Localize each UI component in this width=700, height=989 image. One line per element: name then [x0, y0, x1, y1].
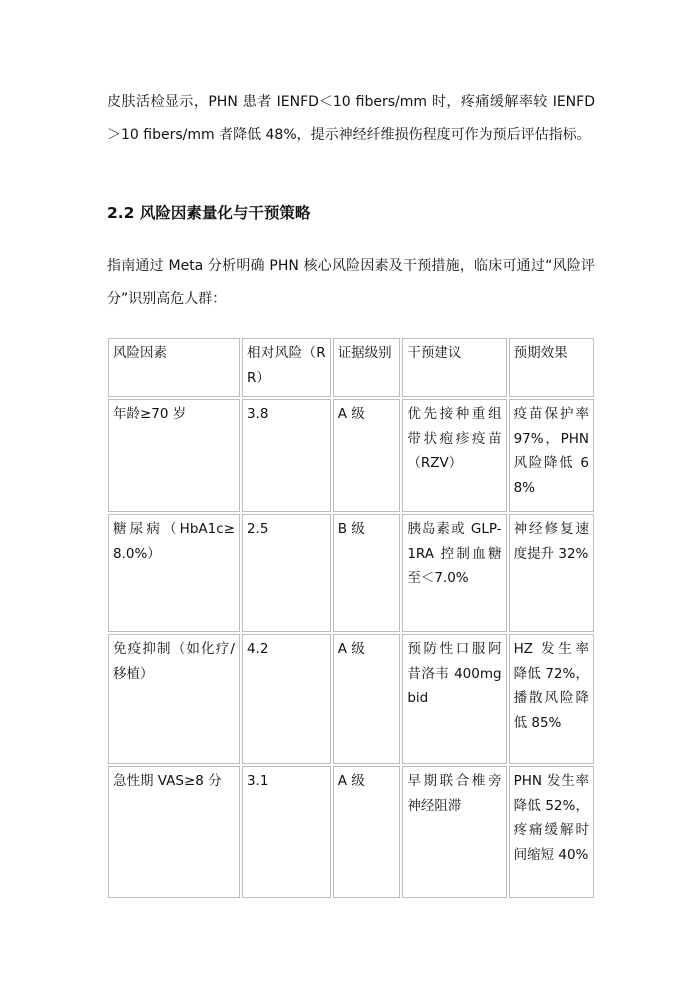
table-cell: PHN 发生率降低 52%，疼痛缓解时间缩短 40% — [509, 766, 594, 898]
section-heading: 2.2 风险因素量化与干预策略 — [107, 204, 311, 222]
table-cell: 3.8 — [242, 399, 331, 512]
table-row — [108, 514, 594, 632]
table-cell: 疫苗保护率 97%，PHN 风险降低 68% — [509, 399, 594, 512]
table-row — [108, 766, 594, 898]
risk-factor-table — [106, 336, 596, 900]
table-cell: 胰岛素或 GLP-1RA 控制血糖至＜7.0% — [402, 514, 506, 632]
table-cell: 3.1 — [242, 766, 331, 898]
table-row — [108, 399, 594, 512]
table-row — [108, 634, 594, 764]
table-cell: A 级 — [333, 634, 401, 764]
table-cell: 早期联合椎旁神经阻滞 — [402, 766, 506, 898]
table-cell: A 级 — [333, 766, 401, 898]
table-cell: A 级 — [333, 399, 401, 512]
paragraph-skin-biopsy: 皮肤活检显示，PHN 患者 IENFD＜10 fibers/mm 时，疼痛缓解率较 IENFD＞10 fibers/mm 者降低 48%，提示神经纤维损伤程度可作为预后评估指标。 — [107, 94, 595, 143]
table-cell: 年龄≥70 岁 — [108, 399, 240, 512]
table-cell: 神经修复速度提升 32% — [509, 514, 594, 632]
table-cell: 免疫抑制（如化疗/移植） — [108, 634, 240, 764]
paragraph-risk-intro: 指南通过 Meta 分析明确 PHN 核心风险因素及干预措施，临床可通过“风险评分”识别高危人群： — [107, 258, 595, 307]
table-cell: 急性期 VAS≥8 分 — [108, 766, 240, 898]
table-cell: 4.2 — [242, 634, 331, 764]
table-cell: 预防性口服阿昔洛韦 400mg bid — [402, 634, 506, 764]
table-header-row — [108, 338, 594, 397]
header-cell: 预期效果 — [509, 338, 594, 397]
header-cell: 干预建议 — [402, 338, 506, 397]
table-cell: 糖尿病（HbA1c≥8.0%） — [108, 514, 240, 632]
table-cell: B 级 — [333, 514, 401, 632]
table-cell: 优先接种重组带状疱疹疫苗（RZV） — [402, 399, 506, 512]
header-cell: 相对风险（RR） — [242, 338, 331, 397]
header-cell: 风险因素 — [108, 338, 240, 397]
header-cell: 证据级别 — [333, 338, 401, 397]
table-cell: 2.5 — [242, 514, 331, 632]
table-cell: HZ 发生率降低 72%，播散风险降低 85% — [509, 634, 594, 764]
